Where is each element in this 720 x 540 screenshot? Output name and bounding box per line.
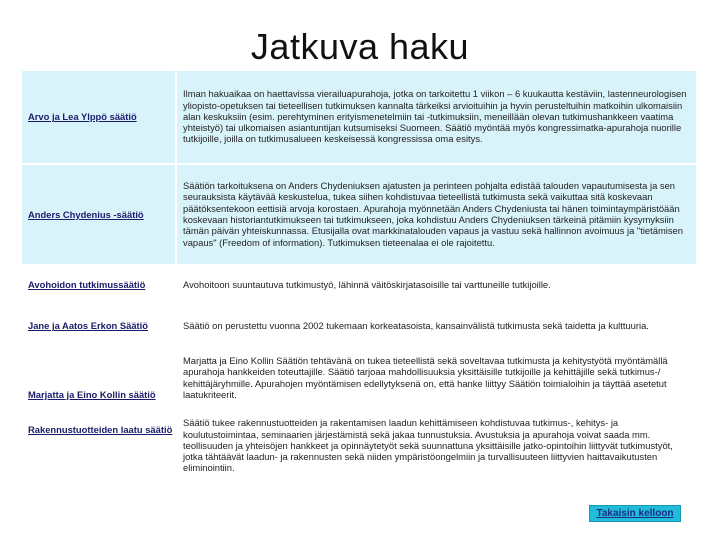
foundation-link-rakennustuotteiden[interactable]: Rakennustuotteiden laatu säätiö [28, 424, 173, 435]
table-row [22, 266, 696, 304]
foundation-name-cell [22, 266, 175, 304]
foundation-link-avohoidon[interactable]: Avohoidon tutkimussäätiö [28, 279, 146, 291]
foundation-description: Marjatta ja Eino Kollin Säätiön tehtävänä on tukea tieteellistä sekä soveltavaa tutkimusta ja kehitystyötä myöntämällä apurahoja hankkeiden toteuttajille. Säätiö tarjoaa mahdollisuuksia yksittäisille tutkijoille ja kehittäjille sekä tutkimus-/ kehittäjäryhmille. Apurahojen myöntämisen edellytyksenä on, että hanke liittyy Säätiön toimialoihin ja täyttää asetetut laatukriteerit. [177, 348, 696, 408]
foundation-description: Ilman hakuaikaa on haettavissa vierailuapurahoja, jotka on tarkoitettu 1 viikon – 6 kuukautta kestäviin, lastenneurologisen yliopisto-opetuksen tai tieteellisen tutkimuksen kannalta tärkeiksi arvioituihin ja hyvin perusteltuihin matkoihin ulkomaisiin alan keskuksiin (esim. perehtyminen erityismenetelmiin tai -tutkimuksiin, meneillään olevan tutkimushankkeen vaatima yhteistyö) tai ulkomaisen asiantuntijan kutsumiseksi Suomeen. Säätiö myöntää myös kongressimatka-apurahoja nuorille tutkijoille, joilla on tutkimusalueen keskeisessä kongressissa oma esitys. [177, 71, 696, 163]
foundation-name-cell [22, 410, 175, 482]
foundation-description: Säätiö on perustettu vuonna 2002 tukemaan korkeatasoista, kansainvälistä tutkimusta sekä taidetta ja kulttuuria. [177, 306, 696, 346]
foundation-link-arvo-lea-ylppo[interactable]: Arvo ja Lea Ylppö säätiö [28, 111, 137, 123]
foundation-link-jane-aatos-erkko[interactable]: Jane ja Aatos Erkon Säätiö [28, 320, 149, 332]
foundation-description: Säätiö tukee rakennustuotteiden ja rakentamisen laadun kehittämiseen kohdistuvaa tutkimus-, kehitys- ja koulutustoimintaa, seminaarien järjestämistä sekä jakaa tunnustuksia. Avustuksia ja apurahoja voivat saada mm. teollisuuden ja yhteisöjen hankkeet ja opinnäytetyöt sekä suunnattuna yksittäisille jatko-opintoihin liittyvät tutkimustyöt, jotka tähtäävät laadun- ja rakennusten sekä niiden ympäristöongelmiin ja turvallisuuteen liittyvien haittavaikutusten eliminointiin. [177, 410, 696, 482]
foundation-link-anders-chydenius[interactable]: Anders Chydenius -säätiö [28, 208, 144, 220]
table-row [22, 306, 696, 346]
foundation-name-cell [22, 348, 175, 408]
foundation-name-cell [22, 165, 175, 264]
page-title: Jatkuva haku [250, 26, 470, 67]
foundation-table [22, 71, 696, 484]
foundation-name-cell [22, 306, 175, 346]
foundation-description: Säätiön tarkoituksena on Anders Chydeniuksen ajatusten ja perinteen pohjalta edistää talouden vapautumisesta ja sen seurauksista käytävää keskustelua, tukea siihen kohdistuvaa tieteellistä tutkimusta sekä vaikuttaa sitä koskevaan päätöksentekoon eettisiä arvoja korostaen. Apurahoja myönnetään Anders Chydeniusta tai hänen toimintaympäristöään koskevaan historiantutkimukseen tai tutkimukseen, joka kohdistuu Anders Chydeniuksen tärkeinä pitämiin kysymyksiin tämän päivän yhteiskunnassa. Etusijalla ovat markkinatalouden vapaus ja vastuu sekä hallinnon avoimuus ja "tietämisen vapaus" (Freedom of information). Tutkimuksen tieteenalaa ei ole rajoitettu. [177, 165, 696, 264]
foundation-name-cell [22, 71, 175, 163]
table-row [22, 348, 696, 408]
back-to-clock-button[interactable]: Takaisin kelloon [589, 505, 681, 522]
table-row [22, 165, 696, 264]
foundation-link-marjatta-eino-kolli[interactable]: Marjatta ja Eino Kollin säätiö [28, 388, 156, 400]
foundation-description: Avohoitoon suuntautuva tutkimustyö, lähinnä väitöskirjatasoisille tai varttuneille tutkijoille. [177, 266, 696, 304]
table-row [22, 410, 696, 482]
table-row [22, 71, 696, 163]
